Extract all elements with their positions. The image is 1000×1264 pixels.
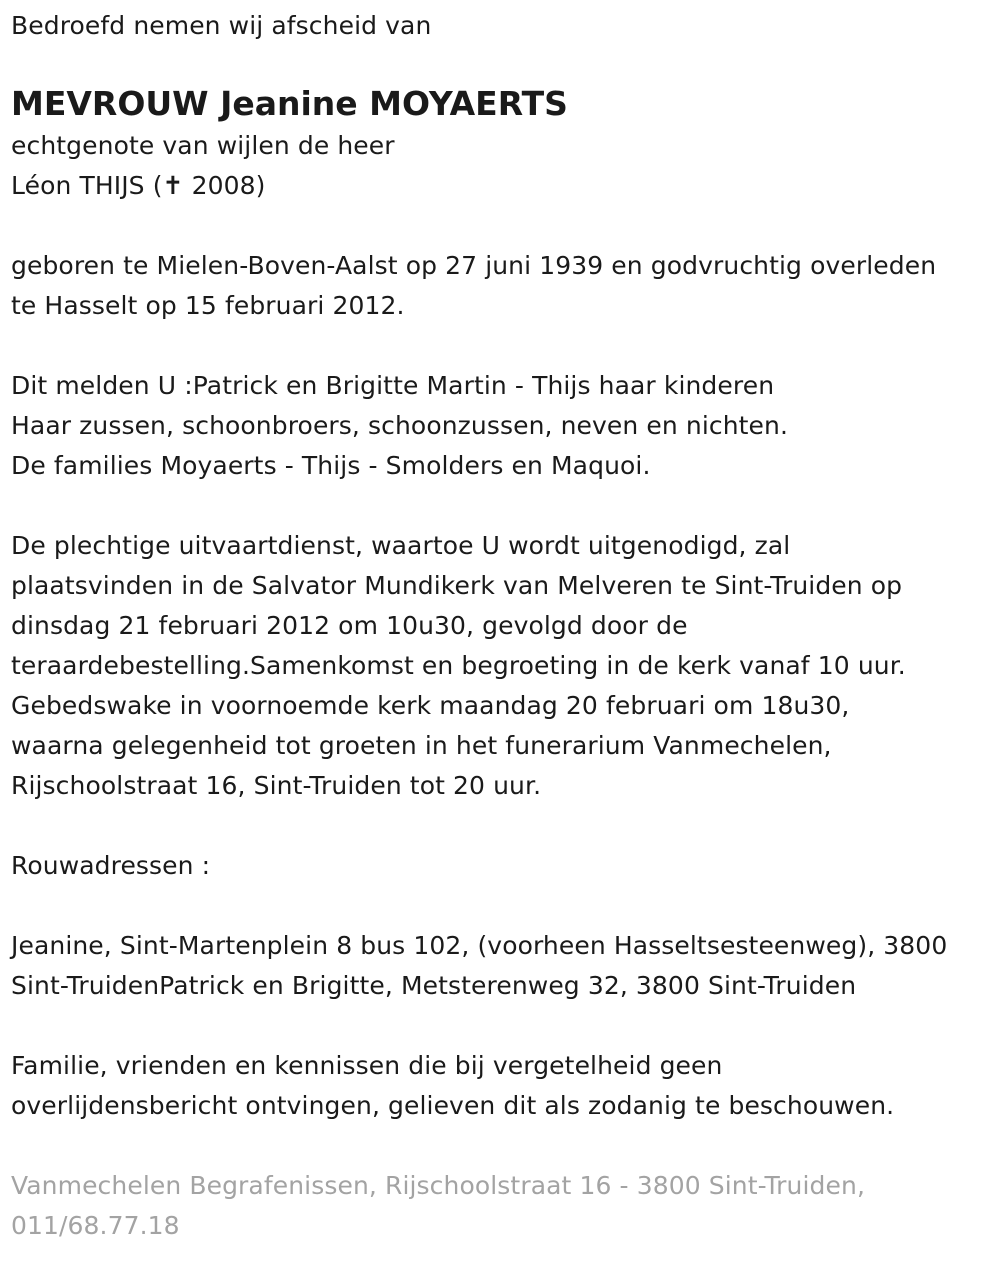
spacer bbox=[11, 486, 1000, 526]
closing-line: overlijdensbericht ontvingen, gelieven dit als zodanig te beschouwen. bbox=[11, 1091, 895, 1120]
service-line: Rijschoolstraat 16, Sint-Truiden tot 20 uur. bbox=[11, 771, 542, 800]
mourning-addresses-section bbox=[11, 926, 1000, 1006]
deceased-name: MEVROUW Jeanine MOYAERTS bbox=[11, 84, 568, 123]
announcer-line: Dit melden U :Patrick en Brigitte Martin - Thijs haar kinderen bbox=[11, 371, 775, 400]
mourning-address-line: Sint-TruidenPatrick en Brigitte, Metsterenweg 32, 3800 Sint-Truiden bbox=[11, 971, 857, 1000]
service-line: waarna gelegenheid tot groeten in het funerarium Vanmechelen, bbox=[11, 731, 832, 760]
spouse-section bbox=[11, 126, 1000, 206]
closing-section bbox=[11, 1046, 1000, 1126]
service-line: teraardebestelling.Samenkomst en begroeting in de kerk vanaf 10 uur. bbox=[11, 651, 906, 680]
service-line: plaatsvinden in de Salvator Mundikerk van Melveren te Sint-Truiden op bbox=[11, 571, 903, 600]
service-line: Gebedswake in voornoemde kerk maandag 20 februari om 18u30, bbox=[11, 691, 850, 720]
birth-death-line: geboren te Mielen-Boven-Aalst op 27 juni 1939 en godvruchtig overleden bbox=[11, 251, 937, 280]
spacer bbox=[11, 206, 1000, 246]
announcer-line: De families Moyaerts - Thijs - Smolders en Maquoi. bbox=[11, 451, 651, 480]
service-line: De plechtige uitvaartdienst, waartoe U wordt uitgenodigd, zal bbox=[11, 531, 791, 560]
spacer bbox=[11, 326, 1000, 366]
spacer bbox=[11, 1126, 1000, 1166]
mourning-heading: Rouwadressen : bbox=[11, 851, 211, 880]
spacer bbox=[11, 886, 1000, 926]
closing-line: Familie, vrienden en kennissen die bij vergetelheid geen bbox=[11, 1051, 723, 1080]
service-section bbox=[11, 526, 1000, 806]
funeral-home-footer bbox=[11, 1166, 1000, 1246]
spacer bbox=[11, 1006, 1000, 1046]
funeral-home-line: Vanmechelen Begrafenissen, Rijschoolstraat 16 - 3800 Sint-Truiden, bbox=[11, 1171, 865, 1200]
intro-text: Bedroefd nemen wij afscheid van bbox=[11, 11, 432, 40]
spouse-name: Léon THIJS (✝ 2008) bbox=[11, 171, 266, 200]
birth-death-line: te Hasselt op 15 februari 2012. bbox=[11, 291, 405, 320]
service-line: dinsdag 21 februari 2012 om 10u30, gevolgd door de bbox=[11, 611, 688, 640]
spouse-line: echtgenote van wijlen de heer bbox=[11, 131, 395, 160]
funeral-home-phone: 011/68.77.18 bbox=[11, 1211, 180, 1240]
spacer bbox=[11, 806, 1000, 846]
announcers-section bbox=[11, 366, 1000, 486]
announcer-line: Haar zussen, schoonbroers, schoonzussen, neven en nichten. bbox=[11, 411, 789, 440]
mourning-address-line: Jeanine, Sint-Martenplein 8 bus 102, (voorheen Hasseltsesteenweg), 3800 bbox=[11, 931, 948, 960]
birth-death-section bbox=[11, 246, 1000, 326]
